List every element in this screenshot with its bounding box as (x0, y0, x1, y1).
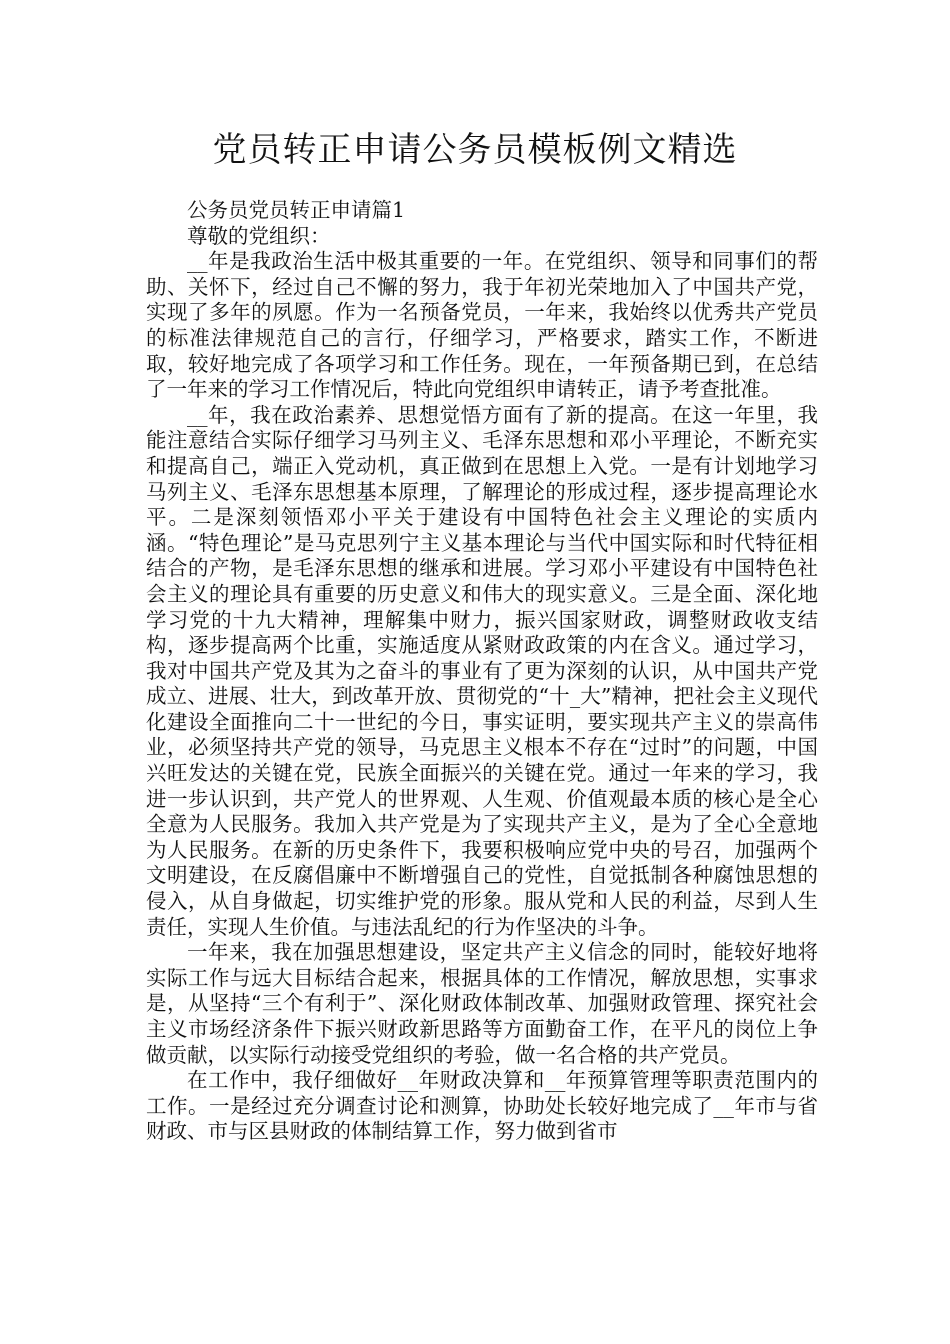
section-heading: 公务员党员转正申请篇1 (187, 198, 406, 222)
paragraph-4: 在工作中，我仔细做好__年财政决算和__年预算管理等职责范围内的工作。一是经过充分调查讨论和测算，协助处长较好地完成了__年市与省财政、市与区县财政的体制结算工作，努力做到省市 (146, 1068, 818, 1144)
paragraph-1: __年是我政治生活中极其重要的一年。在党组织、领导和同事们的帮助、关怀下，经过自己不懈的努力，我于年初光荣地加入了中国共产党，实现了多年的夙愿。作为一名预备党员，一年来，我始终以优秀共产党员的标准法律规范自己的言行，仔细学习，严格要求，踏实工作，不断进取，较好地完成了各项学习和工作任务。现在，一年预备期已到，在总结了一年来的学习工作情况后，特此向党组织申请转正，请予考查批准。 (146, 249, 818, 402)
paragraph-3: 一年来，我在加强思想建设，坚定共产主义信念的同时，能较好地将实际工作与远大目标结合起来，根据具体的工作情况，解放思想，实事求是，从坚持“三个有利于”、深化财政体制改革、加强财政管理、探究社会主义市场经济条件下振兴财政新思路等方面勤奋工作，在平凡的岗位上争做贡献，以实际行动接受党组织的考验，做一名合格的共产党员。 (146, 940, 818, 1067)
paragraph-2: __年，我在政治素养、思想觉悟方面有了新的提高。在这一年里，我能注意结合实际仔细学习马列主义、毛泽东思想和邓小平理论，不断充实和提高自己，端正入党动机，真正做到在思想上入党。一是有计划地学习马列主义、毛泽东思想基本原理，了解理论的形成过程，逐步提高理论水平。二是深刻领悟邓小平关于建设有中国特色社会主义理论的实质内涵。“特色理论”是马克思列宁主义基本理论与当代中国实际和时代特征相结合的产物，是毛泽东思想的继承和进展。学习邓小平建设有中国特色社会主义的理论具有重要的历史意义和伟大的现实意义。三是全面、深化地学习党的十九大精神，理解集中财力，振兴国家财政，调整财政收支结构，逐步提高两个比重，实施适度从紧财政政策的内在含义。通过学习，我对中国共产党及其为之奋斗的事业有了更为深刻的认识，从中国共产党成立、进展、壮大，到改革开放、贯彻党的“十_大”精神，把社会主义现代化建设全面推向二十一世纪的今日，事实证明，要实现共产主义的崇高伟业，必须坚持共产党的领导，马克思主义根本不存在“过时”的问题，中国兴旺发达的关键在党，民族全面振兴的关键在党。通过一年来的学习，我进一步认识到，共产党人的世界观、人生观、价值观最本质的核心是全心全意为人民服务。我加入共产党是为了实现共产主义，是为了全心全意地为人民服务。在新的历史条件下，我要积极响应党中央的号召，加强两个文明建设，在反腐倡廉中不断增强自己的党性，自觉抵制各种腐蚀思想的侵入，从自身做起，切实维护党的形象。服从党和人民的利益，尽到人生责任，实现人生价值。与违法乱纪的行为作坚决的斗争。 (146, 402, 818, 939)
salutation: 尊敬的党组织： (187, 223, 331, 248)
document-title: 党员转正申请公务员模板例文精选 (212, 130, 738, 170)
document-body (146, 198, 818, 1145)
